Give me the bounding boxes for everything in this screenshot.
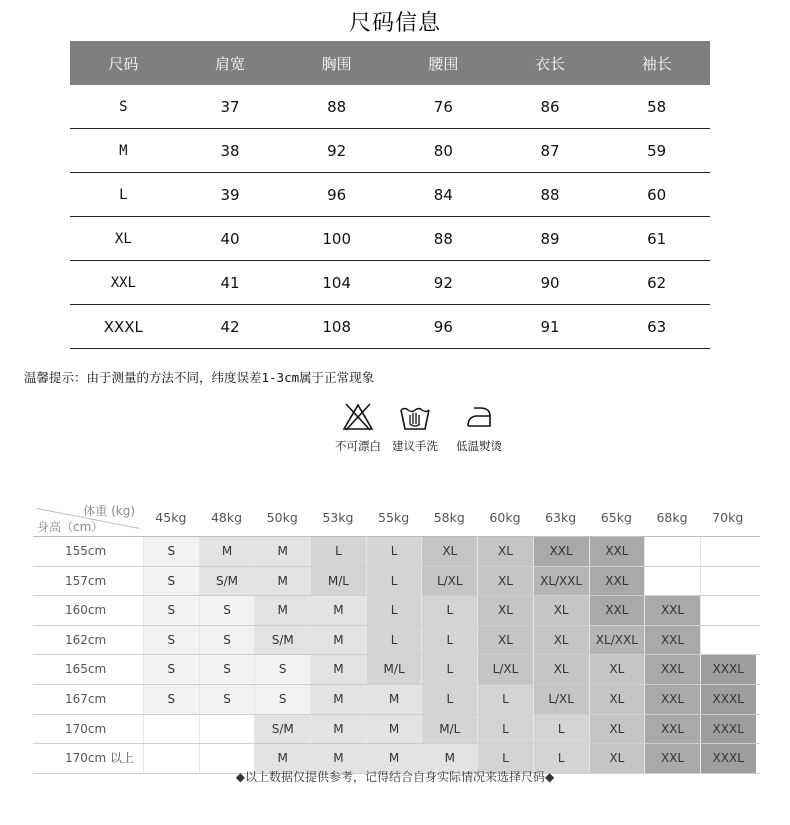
- size-value: 76: [433, 97, 453, 116]
- size-recommendation-cell: XL: [421, 537, 477, 566]
- size-label: XL: [114, 230, 132, 247]
- size-value: 96: [433, 317, 453, 336]
- size-value: 91: [540, 317, 560, 336]
- size-value: 84: [433, 185, 453, 204]
- page-title: 尺码信息: [348, 11, 441, 36]
- size-recommendation-cell: XL: [589, 655, 645, 684]
- size-row: [70, 129, 710, 173]
- footnote: ◆以上数据仅提供参考，记得结合自身实际情况来选择尺码◆: [235, 770, 555, 784]
- size-recommendation-cell: XXL: [644, 655, 700, 684]
- size-recommendation-cell: XXL: [589, 537, 645, 566]
- size-recommendation-cell: XXL: [644, 685, 700, 714]
- weight-columns: [143, 500, 756, 536]
- care-low-temp-iron: [456, 402, 502, 454]
- height-label: 160cm: [33, 596, 143, 625]
- chart-corner: [33, 500, 143, 536]
- weight-height-header: [33, 500, 760, 537]
- size-recommendation-cell: M: [310, 655, 366, 684]
- size-recommendation-cell: [700, 596, 756, 625]
- size-value: 63: [647, 317, 667, 336]
- size-value: 59: [647, 141, 667, 160]
- height-label: 170cm 以上: [33, 744, 143, 773]
- size-recommendation-cell: L: [421, 596, 477, 625]
- header-cell: 胸围: [321, 54, 352, 73]
- size-label: XXXL: [103, 317, 143, 336]
- header-cell: 衣长: [535, 54, 566, 73]
- weight-column-label: 70kg: [712, 510, 744, 525]
- header-cell: 肩宽: [215, 54, 246, 73]
- size-value: 100: [322, 229, 351, 248]
- size-recommendation-cell: S: [199, 626, 255, 655]
- weight-height-body: [33, 537, 760, 774]
- size-recommendation-cell: [644, 567, 700, 596]
- height-label: 162cm: [33, 626, 143, 655]
- size-recommendation-cell: XXL: [589, 567, 645, 596]
- weight-axis-label: 体重 (kg): [83, 504, 135, 518]
- size-recommendation-cell: XXL: [644, 744, 700, 773]
- measurement-tip: 温馨提示：由于测量的方法不同，纬度误差1-3cm属于正常现象: [24, 370, 375, 385]
- weight-column-label: 48kg: [210, 510, 243, 525]
- size-recommendation-cell: L: [533, 744, 589, 773]
- size-recommendation-cell: XXXL: [700, 655, 756, 684]
- care-hand-wash: [392, 402, 438, 454]
- size-recommendation-cell: S: [143, 655, 199, 684]
- care-label: 建议手洗: [392, 439, 438, 453]
- size-recommendation-cell: [700, 537, 756, 566]
- size-value: 86: [540, 97, 560, 116]
- height-row: [33, 685, 760, 715]
- size-label: XXL: [110, 274, 136, 291]
- weight-column-label: 53kg: [322, 510, 354, 525]
- size-recommendation-cell: M: [199, 537, 255, 566]
- size-recommendation-cell: L: [366, 596, 422, 625]
- size-recommendation-cell: XXL: [644, 596, 700, 625]
- size-recommendation-cell: XL/XXL: [589, 626, 645, 655]
- size-recommendation-cell: XL: [477, 596, 533, 625]
- header-cell: 腰围: [428, 54, 459, 73]
- size-recommendation-cell: XXL: [589, 596, 645, 625]
- size-value: 88: [433, 229, 453, 248]
- weight-column-label: 65kg: [600, 510, 632, 525]
- size-value: 37: [220, 97, 240, 116]
- size-recommendation-cell: M: [310, 626, 366, 655]
- size-recommendation-cell: XL: [533, 596, 589, 625]
- size-recommendation-cell: XL: [533, 626, 589, 655]
- size-recommendation-cell: M/L: [310, 567, 366, 596]
- size-value: 62: [647, 273, 667, 292]
- size-recommendation-cell: S: [254, 685, 310, 714]
- size-recommendation-cell: S/M: [254, 626, 310, 655]
- header-cell: 尺码: [108, 54, 139, 73]
- weight-column-label: 63kg: [545, 510, 577, 525]
- size-value: 92: [433, 273, 453, 292]
- size-recommendation-cell: M: [254, 567, 310, 596]
- size-recommendation-cell: XL/XXL: [533, 567, 589, 596]
- size-recommendation-cell: L: [477, 685, 533, 714]
- size-value: 41: [220, 273, 240, 292]
- size-value: 88: [327, 97, 347, 116]
- size-value: 96: [327, 185, 347, 204]
- height-label: 165cm: [33, 655, 143, 684]
- weight-column-label: 58kg: [433, 510, 465, 525]
- size-recommendation-cell: XL: [589, 685, 645, 714]
- height-row: [33, 567, 760, 597]
- height-row: [33, 537, 760, 567]
- size-recommendation-cell: L: [366, 626, 422, 655]
- size-recommendation-cell: [644, 537, 700, 566]
- size-table-header: [70, 41, 710, 85]
- size-recommendation-cell: M: [310, 596, 366, 625]
- size-recommendation-cell: XL: [477, 537, 533, 566]
- size-recommendation-cell: M: [310, 744, 366, 773]
- size-table: [70, 41, 710, 349]
- size-recommendation-cell: M: [366, 744, 422, 773]
- size-value: 88: [540, 185, 560, 204]
- weight-column-label: 60kg: [489, 510, 521, 525]
- size-row: [70, 173, 710, 217]
- size-recommendation-cell: S: [199, 685, 255, 714]
- size-value: 108: [322, 317, 351, 336]
- size-recommendation-cell: M: [421, 744, 477, 773]
- hand-wash-icon: [398, 402, 432, 432]
- size-recommendation-cell: L/XL: [477, 655, 533, 684]
- size-recommendation-cell: [199, 715, 255, 744]
- size-recommendation-cell: M/L: [366, 655, 422, 684]
- size-recommendation-cell: XXXL: [700, 685, 756, 714]
- size-value: 39: [220, 185, 240, 204]
- size-recommendation-cell: XL: [533, 655, 589, 684]
- size-recommendation-cell: XL: [477, 567, 533, 596]
- size-recommendation-cell: L: [366, 567, 422, 596]
- height-label: 155cm: [33, 537, 143, 566]
- size-value: 87: [540, 141, 560, 160]
- size-recommendation-cell: [700, 567, 756, 596]
- size-recommendation-cell: M/L: [421, 715, 477, 744]
- height-label: 167cm: [33, 685, 143, 714]
- size-recommendation-cell: XXL: [644, 626, 700, 655]
- care-label: 低温熨烫: [456, 439, 502, 453]
- size-recommendation-cell: L: [477, 744, 533, 773]
- size-recommendation-cell: S: [199, 596, 255, 625]
- size-value: 58: [647, 97, 667, 116]
- height-label: 170cm: [33, 715, 143, 744]
- size-recommendation-cell: S: [143, 567, 199, 596]
- size-recommendation-cell: L: [421, 626, 477, 655]
- size-recommendation-cell: XXXL: [700, 715, 756, 744]
- size-recommendation-cell: L: [366, 537, 422, 566]
- weight-height-chart: [33, 500, 760, 774]
- size-value: 38: [220, 141, 240, 160]
- size-recommendation-cell: M: [366, 715, 422, 744]
- low-temp-iron-icon: [462, 402, 496, 432]
- size-recommendation-cell: L/XL: [421, 567, 477, 596]
- size-value: 61: [647, 229, 667, 248]
- size-recommendation-cell: XL: [589, 715, 645, 744]
- size-recommendation-cell: M: [310, 715, 366, 744]
- height-label: 157cm: [33, 567, 143, 596]
- size-value: 80: [433, 141, 453, 160]
- size-value: 104: [322, 273, 351, 292]
- size-value: 89: [540, 229, 560, 248]
- size-value: 92: [327, 141, 347, 160]
- size-recommendation-cell: S: [143, 537, 199, 566]
- size-label: L: [119, 186, 128, 203]
- weight-column-label: 55kg: [378, 510, 410, 525]
- size-recommendation-cell: S/M: [199, 567, 255, 596]
- size-recommendation-cell: M: [254, 596, 310, 625]
- size-value: 60: [647, 185, 667, 204]
- size-row: [70, 261, 710, 305]
- size-value: 42: [220, 317, 240, 336]
- size-recommendation-cell: S: [254, 655, 310, 684]
- height-axis-label: 身高（cm）: [37, 520, 104, 534]
- size-recommendation-cell: S: [143, 626, 199, 655]
- no-bleach-icon: [341, 402, 375, 432]
- header-cell: 袖长: [641, 54, 672, 73]
- size-recommendation-cell: S: [143, 596, 199, 625]
- size-recommendation-cell: XL: [589, 744, 645, 773]
- height-row: [33, 655, 760, 685]
- size-value: 40: [220, 229, 240, 248]
- size-row: [70, 305, 710, 349]
- size-recommendation-cell: M: [254, 744, 310, 773]
- size-recommendation-cell: L: [533, 715, 589, 744]
- height-row: [33, 596, 760, 626]
- size-recommendation-cell: L/XL: [533, 685, 589, 714]
- weight-column-label: 45kg: [155, 510, 187, 525]
- size-recommendation-cell: XXL: [644, 715, 700, 744]
- care-no-bleach: [335, 402, 381, 454]
- care-label: 不可漂白: [335, 439, 381, 453]
- size-recommendation-cell: XXXL: [700, 744, 756, 773]
- height-row: [33, 626, 760, 656]
- size-recommendation-cell: [700, 626, 756, 655]
- size-row: [70, 217, 710, 261]
- size-recommendation-cell: XL: [477, 626, 533, 655]
- size-label: S: [119, 98, 128, 115]
- size-table-body: [70, 85, 710, 349]
- size-recommendation-cell: L: [310, 537, 366, 566]
- height-row: [33, 715, 760, 745]
- size-recommendation-cell: L: [421, 655, 477, 684]
- weight-column-label: 68kg: [656, 510, 688, 525]
- size-recommendation-cell: M: [310, 685, 366, 714]
- size-recommendation-cell: M: [254, 537, 310, 566]
- size-recommendation-cell: M: [366, 685, 422, 714]
- size-label: M: [119, 142, 128, 159]
- size-recommendation-cell: [143, 715, 199, 744]
- size-recommendation-cell: S: [143, 685, 199, 714]
- size-recommendation-cell: L: [421, 685, 477, 714]
- size-recommendation-cell: S/M: [254, 715, 310, 744]
- size-recommendation-cell: L: [477, 715, 533, 744]
- size-value: 90: [540, 273, 560, 292]
- size-row: [70, 85, 710, 129]
- weight-column-label: 50kg: [266, 510, 298, 525]
- size-recommendation-cell: XXL: [533, 537, 589, 566]
- size-recommendation-cell: S: [199, 655, 255, 684]
